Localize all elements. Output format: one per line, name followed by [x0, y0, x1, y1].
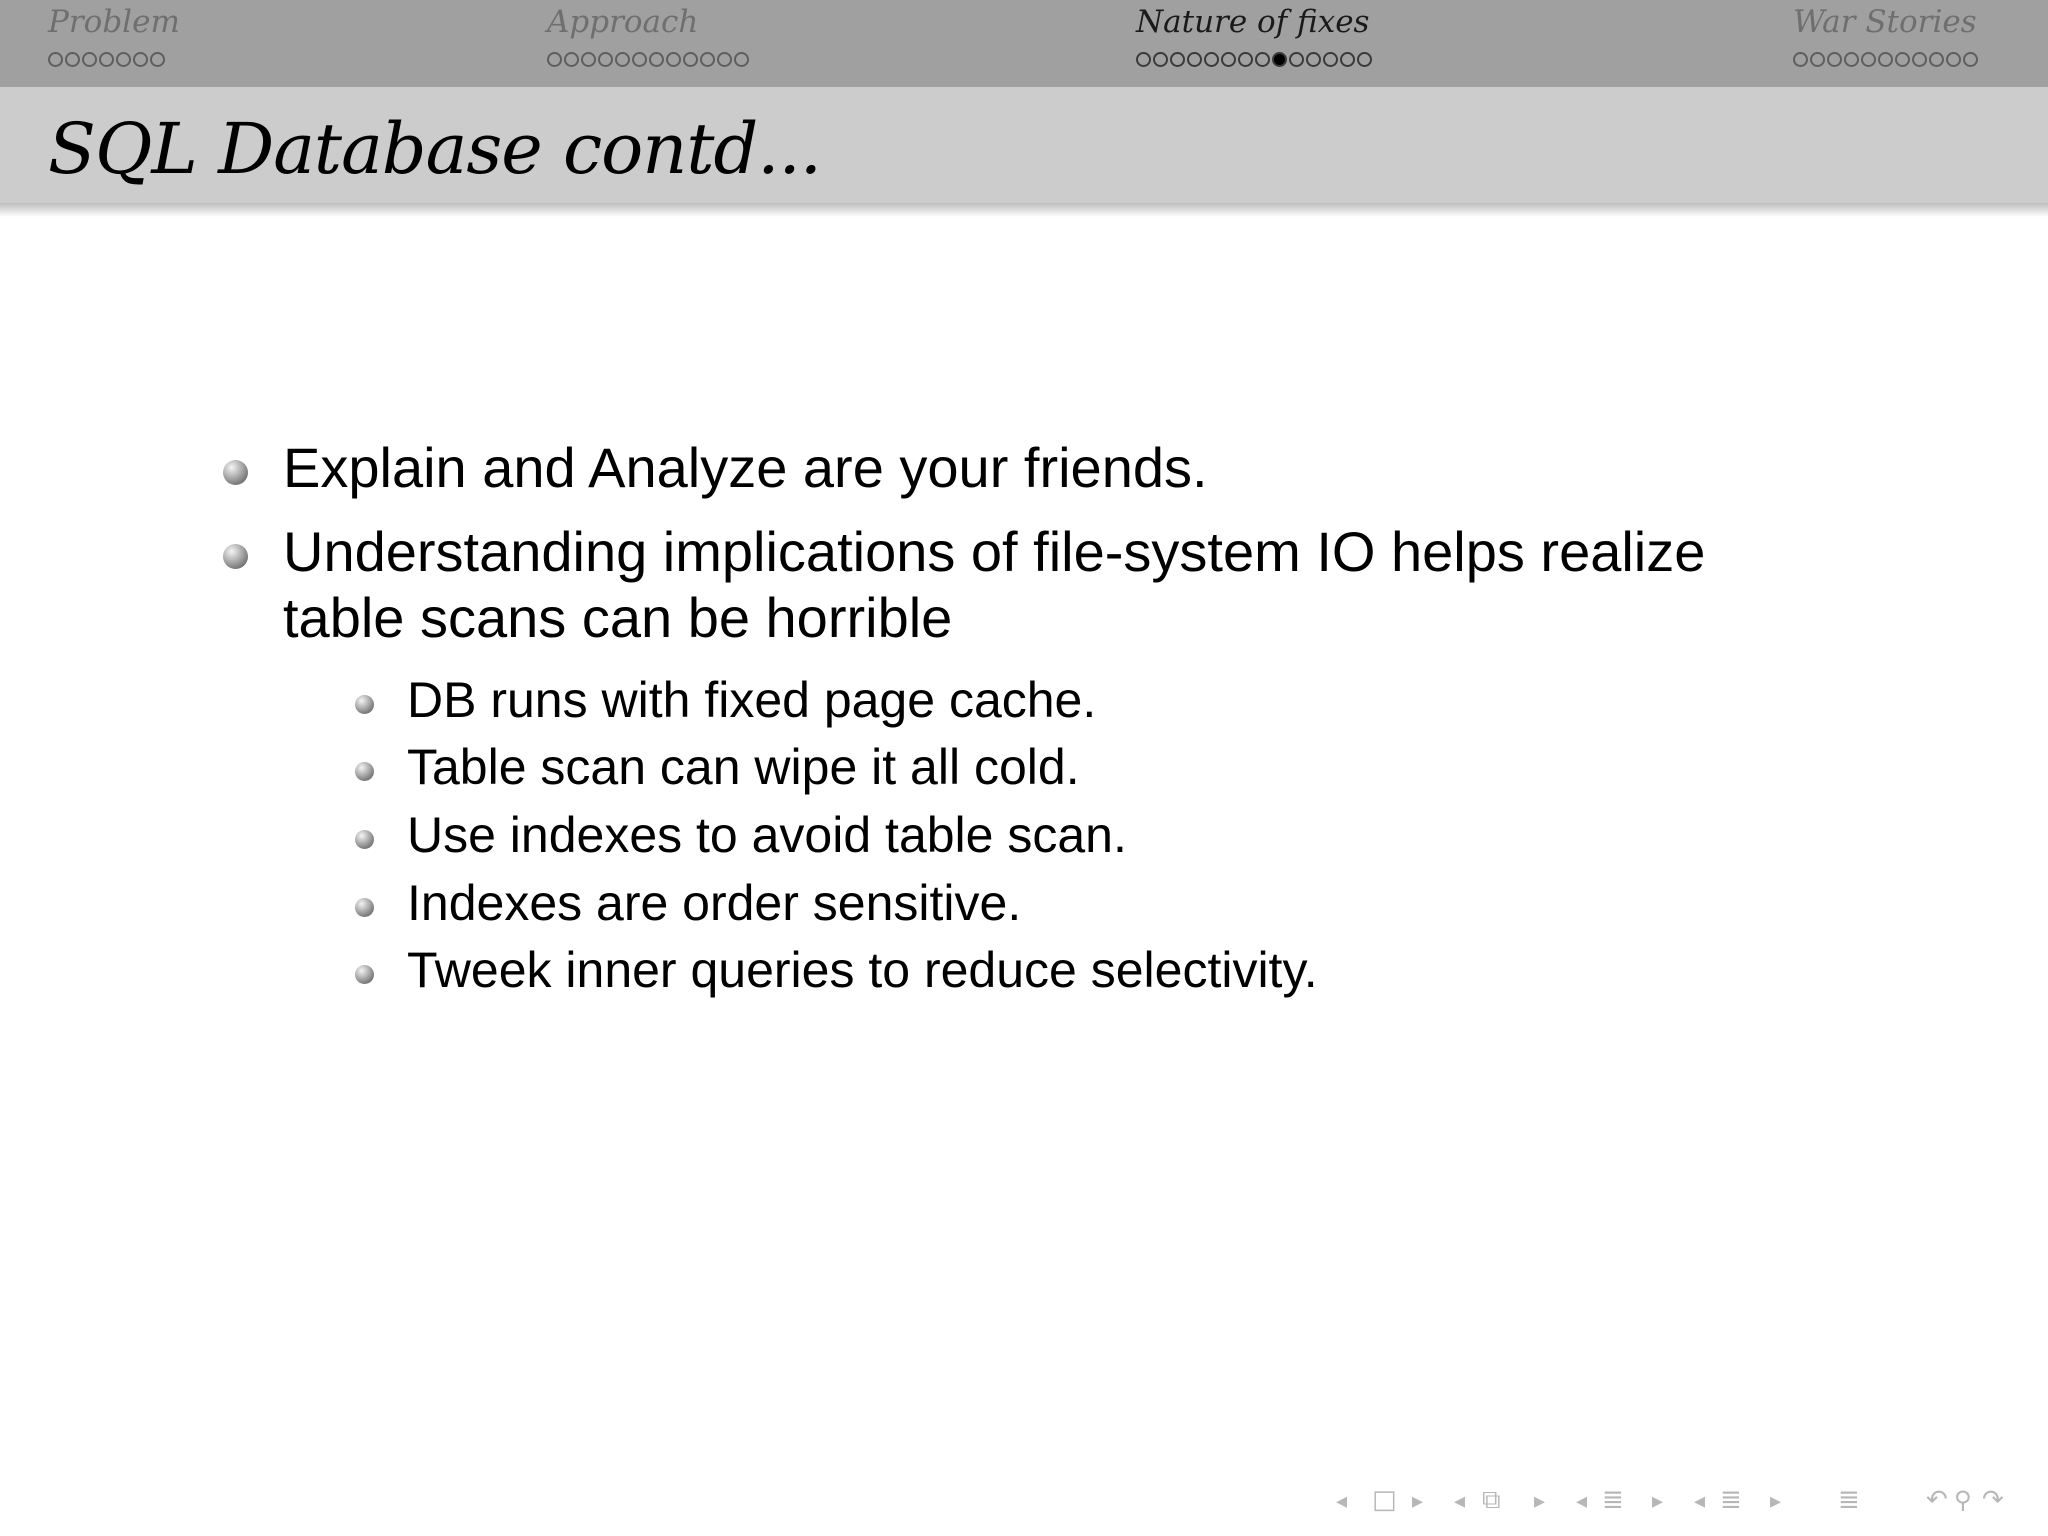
frame-dot[interactable]	[1827, 52, 1842, 67]
sub-bullet-ball-icon	[355, 898, 374, 917]
bullet-text: Explain and Analyze are your friends.	[283, 436, 1208, 499]
frame-dot[interactable]	[1963, 52, 1978, 67]
sub-bullet-text: Indexes are order sensitive.	[407, 875, 1022, 931]
frame-dot[interactable]	[1878, 52, 1893, 67]
frame-dot[interactable]	[116, 52, 131, 67]
section-prev-icon[interactable]: ◂	[1694, 1489, 1706, 1514]
frame-dot[interactable]	[1895, 52, 1910, 67]
frame-dot[interactable]	[1946, 52, 1961, 67]
search-forward-icon[interactable]: ↷	[1982, 1485, 2004, 1515]
frame-next-icon[interactable]: ▸	[1534, 1489, 1546, 1514]
frame-dot[interactable]	[133, 52, 148, 67]
frame-dot[interactable]	[1306, 52, 1321, 67]
frame-dot[interactable]	[581, 52, 596, 67]
current-frame-dot[interactable]	[1272, 52, 1287, 67]
sub-bullet-ball-icon	[355, 762, 374, 781]
sub-bullet-text: DB runs with fixed page cache.	[407, 672, 1097, 728]
frame-dot[interactable]	[1912, 52, 1927, 67]
frame-dot[interactable]	[1255, 52, 1270, 67]
sub-bullet-ball-icon	[355, 695, 374, 714]
sub-bullet-ball-icon	[355, 965, 374, 984]
frame-dot[interactable]	[1793, 52, 1808, 67]
frame-dot[interactable]	[1929, 52, 1944, 67]
frame-dot[interactable]	[1153, 52, 1168, 67]
frame-dot[interactable]	[1861, 52, 1876, 67]
section-navigation-bar	[0, 0, 2048, 87]
frame-dot[interactable]	[1289, 52, 1304, 67]
frame-dot[interactable]	[649, 52, 664, 67]
frame-dot[interactable]	[1136, 52, 1151, 67]
document-icon[interactable]: ≣	[1838, 1485, 1860, 1515]
nav-frame-dots[interactable]	[1136, 52, 1374, 68]
sub-bullet-ball-icon	[355, 830, 374, 849]
frame-dot[interactable]	[666, 52, 681, 67]
slide-prev-icon[interactable]: ◂	[1336, 1489, 1348, 1514]
frame-dot[interactable]	[1204, 52, 1219, 67]
sub-bullet-text: Table scan can wipe it all cold.	[407, 739, 1080, 795]
nav-frame-dots[interactable]	[547, 52, 751, 68]
frame-dot[interactable]	[564, 52, 579, 67]
nav-section-title[interactable]: Approach	[547, 4, 699, 40]
search-icon[interactable]: ⚲	[1954, 1486, 1972, 1514]
frame-dot[interactable]	[734, 52, 749, 67]
frame-dot[interactable]	[1340, 52, 1355, 67]
nav-section-title[interactable]: Nature of fixes	[1136, 4, 1370, 40]
subsection-icon[interactable]: ≣	[1602, 1485, 1624, 1515]
frame-dot[interactable]	[683, 52, 698, 67]
bullet-ball-icon	[223, 460, 248, 485]
subsection-next-icon[interactable]: ▸	[1652, 1489, 1664, 1514]
bullet-text-line: Understanding implications of file-system IO helps realize	[283, 520, 1706, 583]
nav-frame-dots[interactable]	[1793, 52, 1980, 68]
frame-dot[interactable]	[65, 52, 80, 67]
slide-icon[interactable]: □	[1372, 1485, 1397, 1515]
beamer-navigation-symbols	[1330, 1483, 2030, 1523]
frame-dot[interactable]	[717, 52, 732, 67]
frame-dot[interactable]	[1221, 52, 1236, 67]
frame-dot[interactable]	[598, 52, 613, 67]
frame-dot[interactable]	[48, 52, 63, 67]
frame-dot[interactable]	[150, 52, 165, 67]
frame-dot[interactable]	[615, 52, 630, 67]
frame-dot[interactable]	[1238, 52, 1253, 67]
frame-dot[interactable]	[700, 52, 715, 67]
sub-bullet-text: Use indexes to avoid table scan.	[407, 807, 1127, 863]
sub-bullet-text: Tweek inner queries to reduce selectivity.	[407, 942, 1318, 998]
frame-dot[interactable]	[1187, 52, 1202, 67]
frame-dot[interactable]	[1810, 52, 1825, 67]
frame-prev-icon[interactable]: ◂	[1454, 1489, 1466, 1514]
nav-frame-dots[interactable]	[48, 52, 167, 68]
slide-next-icon[interactable]: ▸	[1412, 1489, 1424, 1514]
nav-section-title[interactable]: War Stories	[1793, 4, 1977, 40]
bullet-text-line: table scans can be horrible	[283, 586, 953, 649]
frame-dot[interactable]	[99, 52, 114, 67]
frame-dot[interactable]	[82, 52, 97, 67]
frame-dot[interactable]	[1357, 52, 1372, 67]
frame-icon[interactable]: ⧉	[1482, 1485, 1501, 1515]
section-icon[interactable]: ≣	[1720, 1485, 1742, 1515]
frame-dot[interactable]	[547, 52, 562, 67]
frame-title: SQL Database contd...	[48, 108, 822, 190]
section-next-icon[interactable]: ▸	[1770, 1489, 1782, 1514]
frame-dot[interactable]	[1323, 52, 1338, 67]
frame-dot[interactable]	[1170, 52, 1185, 67]
frame-dot[interactable]	[1844, 52, 1859, 67]
search-back-icon[interactable]: ↶	[1926, 1485, 1948, 1515]
title-band-shadow	[0, 203, 2048, 217]
nav-section-title[interactable]: Problem	[48, 4, 180, 40]
frame-dot[interactable]	[632, 52, 647, 67]
bullet-ball-icon	[223, 544, 248, 569]
subsection-prev-icon[interactable]: ◂	[1576, 1489, 1588, 1514]
